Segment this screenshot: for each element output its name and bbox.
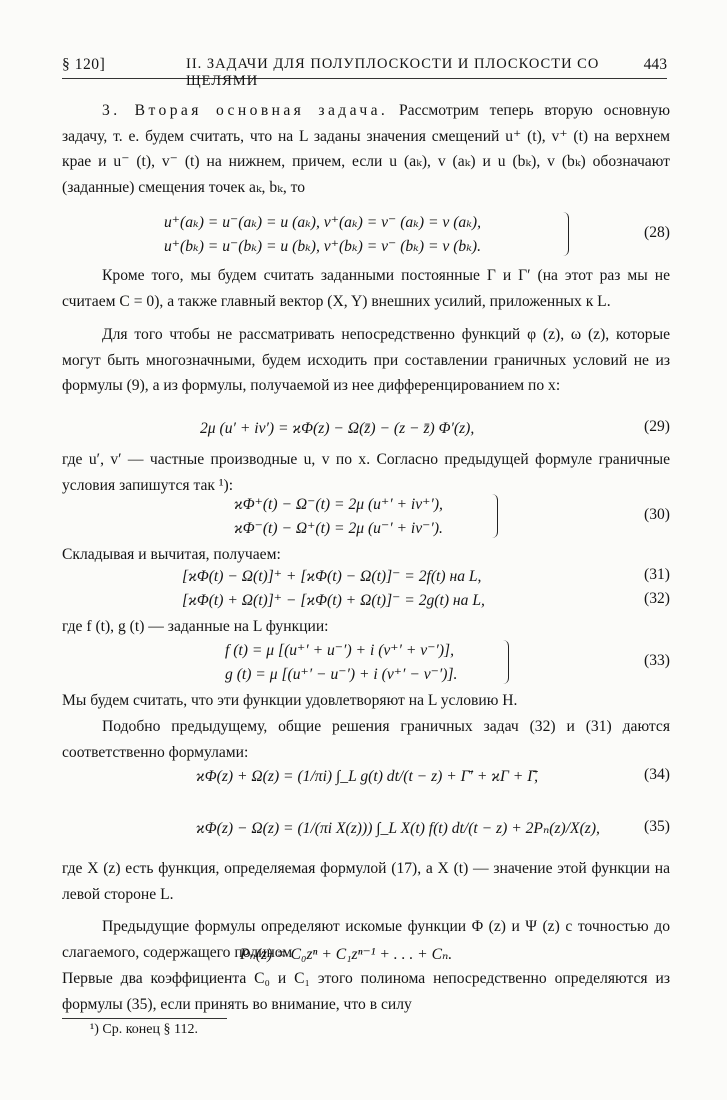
eq33-brace [503,640,509,684]
eq30-brace [492,494,498,538]
eq31-number: (31) [644,566,670,583]
running-header [62,56,667,89]
paragraph-2: Кроме того, мы будем считать заданными постоянные Γ и Γ′ (на этот раз мы не считаем C = 0), а также главный вектор (X, Y) внешних усилий, приложенных к L. [62,267,670,310]
page-number: 443 [643,56,667,73]
footnote: ¹) Ср. конец § 112. [90,1022,198,1037]
paragraph-8: Подобно предыдущему, общие решения граничных задач (32) и (31) даются соответственно формулами: [62,718,670,761]
paragraph-1-text: Рассмотрим теперь вторую основную задачу, т. е. будем считать, что на L заданы значения смещений u⁺ (t), v⁺ (t) на верхнем крае и u⁻ (t), v⁻ (t) на нижнем, причем, если u (aₖ), v (aₖ) и u (bₖ), v (bₖ) обозначают (заданные) смещения точек aₖ, bₖ, то [62,102,670,196]
eq30-number: (30) [644,506,670,523]
eq35: ϰΦ(z) − Ω(z) = (1/(πi X(z))) ∫_L X(t) f(t) dt/(t − z) + 2Pₙ(z)/X(z), [196,820,600,837]
eq32: [ϰΦ(t) + Ω(t)]⁺ − [ϰΦ(t) + Ω(t)]⁻ = 2g(t) на L, [182,592,485,609]
eq28-line1: u⁺(aₖ) = u⁻(aₖ) = u (aₖ), v⁺(aₖ) = v⁻ (aₖ) = v (aₖ), [164,214,481,231]
polynomial: Pₙ(z) = C₀zⁿ + C₁zⁿ⁻¹ + . . . + Cₙ. [240,946,453,963]
paragraph-5: Складывая и вычитая, получаем: [62,546,281,563]
eq30-line1: ϰΦ⁺(t) − Ω⁻(t) = 2μ (u⁺′ + iv⁺′), [234,496,443,513]
eq29: 2μ (u′ + iv′) = ϰΦ(z) − Ω(z̄) − (z − z̄) Φ′(z), [200,420,475,437]
paragraph-4: где u′, v′ — частные производные u, v по x. Согласно предыдущей формуле граничные условия запишутся так ¹): [62,451,670,494]
eq31: [ϰΦ(t) − Ω(t)]⁺ + [ϰΦ(t) − Ω(t)]⁻ = 2f(t) на L, [182,568,482,585]
paragraph-7: Мы будем считать, что эти функции удовлетворяют на L условию H. [62,692,518,709]
eq28-brace [563,212,569,256]
paragraph-3: Для того чтобы не рассматривать непосредственно функций φ (z), ω (z), которые могут быть многозначными, будем исходить при составлении граничных условий не из формулы (9), а из формулы, получаемой из нее дифференцированием по x: [62,326,670,395]
eq32-number: (32) [644,590,670,607]
eq30-line2: ϰΦ⁻(t) − Ω⁺(t) = 2μ (u⁻′ + iv⁻′). [234,520,443,537]
eq35-number: (35) [644,818,670,835]
header-title: II. ЗАДАЧИ ДЛЯ ПОЛУПЛОСКОСТИ И ПЛОСКОСТИ СО ЩЕЛЯМИ [186,56,600,89]
paragraph-11: Первые два коэффициента C₀ и C₁ этого полинома непосредственно определяются из формулы (35), если принять во внимание, что в силу [62,970,670,1013]
paragraph-6: где f (t), g (t) — заданные на L функции: [62,618,329,635]
paragraph-10: Предыдущие формулы определяют искомые функции Φ (z) и Ψ (z) с точностью до слагаемого, содержащего полином [62,918,670,961]
header-section: § 120] [62,56,106,73]
paragraph-1 [62,98,670,200]
paragraph-9: где X (z) есть функция, определяемая формулой (17), а X (t) — значение этой функции на левой стороне L. [62,860,670,903]
eq34-number: (34) [644,766,670,783]
footnote-rule [62,1018,227,1019]
eq28-line2: u⁺(bₖ) = u⁻(bₖ) = u (bₖ), v⁺(bₖ) = v⁻ (bₖ) = v (bₖ). [164,238,481,255]
eq33-line2: g (t) = μ [(u⁺′ − u⁻′) + i (v⁺′ − v⁻′)]. [225,666,458,683]
subsection-heading: 3. Вторая основная задача. [102,102,389,119]
eq34: ϰΦ(z) + Ω(z) = (1/πi) ∫_L g(t) dt/(t − z) + Γ̄′ + ϰΓ + Γ̄, [196,768,539,785]
eq33-line1: f (t) = μ [(u⁺′ + u⁻′) + i (v⁺′ + v⁻′)], [225,642,454,659]
eq28-number: (28) [644,224,670,241]
eq33-number: (33) [644,652,670,669]
eq29-number: (29) [644,418,670,435]
